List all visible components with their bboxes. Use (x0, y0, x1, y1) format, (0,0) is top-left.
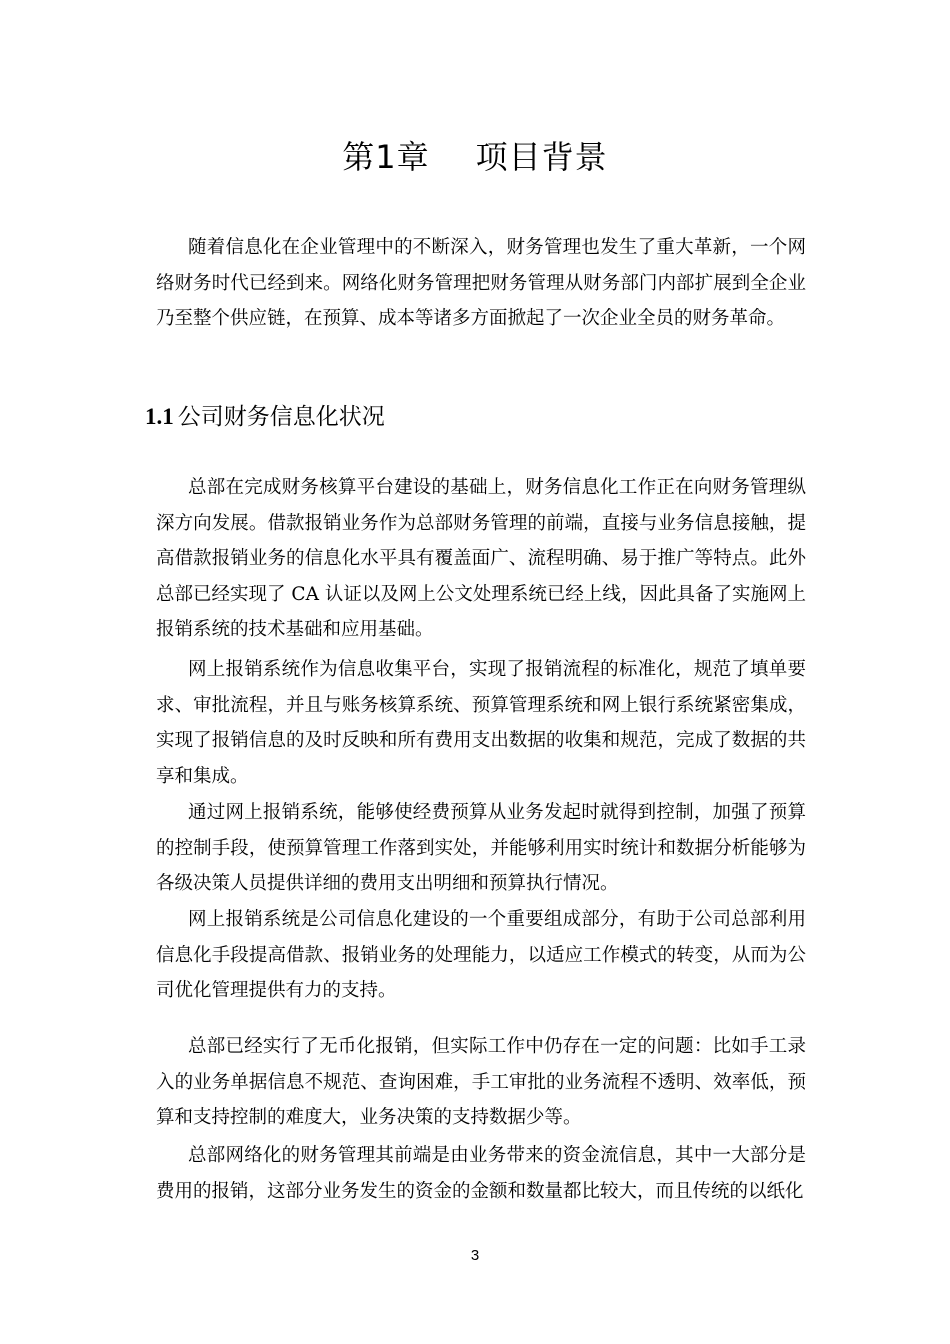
section-heading (145, 395, 385, 439)
body-paragraph: 网上报销系统是公司信息化建设的一个重要组成部分，有助于公司总部利用信息化手段提高借款、报销业务的处理能力，以适应工作模式的转变，从而为公司优化管理提供有力的支持。 (156, 909, 806, 1001)
body-paragraph: 总部网络化的财务管理其前端是由业务带来的资金流信息，其中一大部分是费用的报销，这部分业务发生的资金的金额和数量都比较大，而且传统的以纸化 (156, 1145, 806, 1202)
chapter-title (0, 133, 950, 181)
body-paragraph: 通过网上报销系统，能够使经费预算从业务发起时就得到控制，加强了预算的控制手段，使预算管理工作落到实处，并能够利用实时统计和数据分析能够为各级决策人员提供详细的费用支出明细和预算执行情况。 (156, 802, 806, 894)
chapter-name: 项目背景 (475, 138, 608, 176)
section-title: 公司财务信息化状况 (177, 404, 385, 430)
chapter-number: 第1章 (342, 138, 430, 176)
body-paragraph: 网上报销系统作为信息收集平台，实现了报销流程的标准化，规范了填单要求、审批流程，并且与账务核算系统、预算管理系统和网上银行系统紧密集成，实现了报销信息的及时反映和所有费用支出数据的收集和规范，完成了数据的共享和集成。 (156, 659, 806, 787)
body-paragraph: 总部在完成财务核算平台建设的基础上，财务信息化工作正在向财务管理纵深方向发展。借款报销业务作为总部财务管理的前端，直接与业务信息接触，提高借款报销业务的信息化水平具有覆盖面广、流程明确、易于推广等特点。此外总部已经实现了 CA 认证以及网上公文处理系统已经上线，因此具备了实施网上报销系统的技术基础和应用基础。 (156, 477, 806, 640)
page-number: 3 (470, 1247, 480, 1264)
body-paragraph: 总部已经实行了无币化报销，但实际工作中仍存在一定的问题：比如手工录入的业务单据信息不规范、查询困难，手工审批的业务流程不透明、效率低，预算和支持控制的难度大，业务决策的支持数据少等。 (156, 1036, 806, 1128)
section-number: 1.1 (145, 404, 174, 429)
intro-paragraph: 随着信息化在企业管理中的不断深入，财务管理也发生了重大革新，一个网络财务时代已经到来。网络化财务管理把财务管理从财务部门内部扩展到全企业乃至整个供应链，在预算、成本等诸多方面掀起了一次企业全员的财务革命。 (156, 237, 806, 329)
